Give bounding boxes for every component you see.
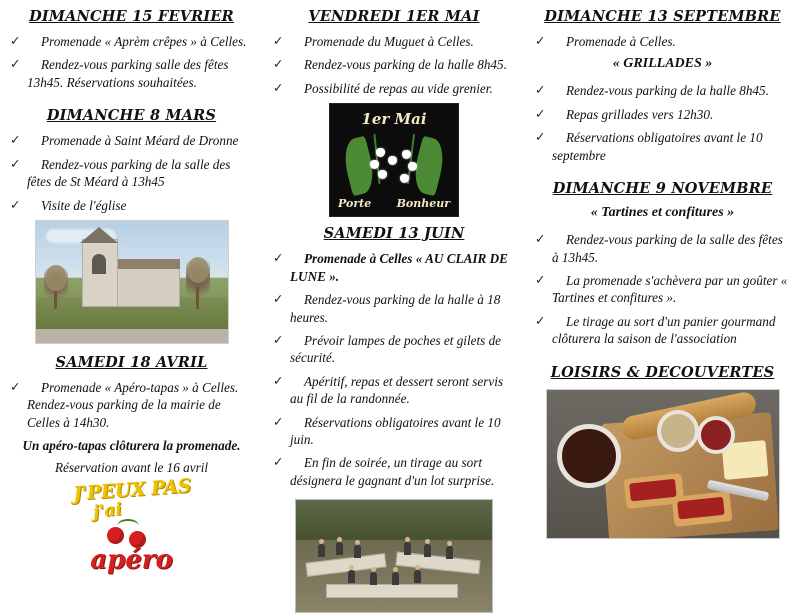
check-icon: ✓	[273, 331, 284, 347]
check-icon: ✓	[535, 312, 546, 328]
person-shape	[424, 544, 431, 557]
list-item-text: Repas grillades vers 12h30.	[566, 106, 714, 122]
list-item	[273, 373, 515, 408]
check-icon: ✓	[273, 33, 284, 48]
list-item-text: Promenade du Muguet à Celles.	[304, 34, 474, 49]
tree-shape	[186, 257, 210, 309]
section-heading-loisirs: LOISIRS & DECOUVERTES	[550, 363, 775, 381]
flower-bell-icon	[378, 170, 387, 179]
list-item	[535, 129, 790, 164]
apero-logo	[57, 474, 207, 589]
check-icon: ✓	[10, 132, 21, 148]
person-shape	[392, 572, 399, 585]
list-item-text: Prévoir lampes de poches et gilets de sécurité.	[290, 332, 502, 366]
list-item-text: La promenade s'achèvera par un goûter « Tartines et confitures ».	[552, 272, 788, 306]
person-shape	[348, 570, 355, 583]
jar-shape	[657, 410, 699, 452]
check-icon: ✓	[10, 33, 21, 48]
church-photo	[35, 220, 229, 344]
list-item-text: Rendez-vous parking de la halle 8h45.	[304, 57, 507, 73]
list-item	[273, 80, 515, 97]
list-item	[535, 231, 790, 266]
list-item	[273, 250, 515, 285]
list-item	[535, 313, 790, 348]
list-item-text: Promenade « Apéro-tapas » à Celles. Rendez-vous parking de la mairie de Celles à 14h30.	[27, 379, 239, 430]
grillades-quote: « GRILLADES »	[612, 56, 713, 72]
road-shape	[36, 329, 228, 343]
muguet-title: 1er Mai	[361, 110, 427, 129]
list-item	[273, 414, 515, 449]
tartines-quote: « Tartines et confitures »	[590, 205, 735, 221]
section-heading-avril: SAMEDI 18 AVRIL	[55, 353, 208, 371]
list-item	[10, 56, 253, 91]
check-icon: ✓	[10, 196, 21, 212]
list-item-text: Rendez-vous parking de la salle des fêtes à 13h45.	[552, 232, 783, 265]
person-shape	[414, 570, 421, 583]
list-item	[273, 332, 515, 367]
muguet-poster	[329, 103, 459, 217]
check-icon: ✓	[273, 372, 284, 388]
check-icon: ✓	[535, 82, 546, 98]
church-spire	[80, 227, 118, 243]
list-item	[535, 33, 790, 50]
list-item	[10, 132, 253, 149]
church-nave	[116, 265, 180, 307]
table-shape	[395, 552, 480, 575]
flower-bell-icon	[376, 148, 385, 157]
list-item-text: Promenade à Celles.	[566, 34, 676, 49]
apero-note-bold: Un apéro-tapas clôturera la promenade.	[22, 438, 241, 454]
list-item	[10, 379, 253, 431]
muguet-word-right: Bonheur	[396, 197, 450, 211]
list-item-text: Réservations obligatoires avant le 10 juin.	[290, 414, 501, 448]
coffee-cup-shape	[557, 424, 621, 488]
jam-toast-shape	[671, 491, 732, 527]
person-shape	[354, 545, 361, 558]
apero-note-reservation: Réservation avant le 16 avril	[54, 460, 209, 476]
check-icon: ✓	[273, 454, 284, 470]
list-item	[535, 82, 790, 99]
check-icon: ✓	[535, 129, 546, 145]
list-item	[10, 197, 253, 214]
person-shape	[446, 546, 453, 559]
list-item-text: Rendez-vous parking de la salle des fêtes de St Méard à 13h45	[27, 156, 231, 190]
list-item	[273, 56, 515, 73]
column-left	[10, 8, 263, 575]
tree-shape	[44, 265, 68, 309]
tartines-photo	[546, 389, 780, 539]
list-item-text: Rendez-vous parking salle des fêtes 13h45. Réservations souhaitées.	[27, 57, 229, 90]
list-item	[273, 33, 515, 50]
section-heading-mars: DIMANCHE 8 MARS	[46, 107, 217, 125]
list-item-text: Possibilité de repas au vide grenier.	[304, 80, 493, 96]
list-item-text: Le tirage au sort d'un panier gourmand clôturera la saison de l'association	[552, 313, 776, 347]
list-item-text: Promenade à Celles « AU CLAIR DE LUNE ».	[290, 251, 508, 284]
list-item-text: Apéritif, repas et dessert seront servis au fil de la randonnée.	[290, 373, 504, 407]
check-icon: ✓	[535, 271, 546, 287]
cherry-icon	[107, 527, 124, 544]
check-icon: ✓	[535, 231, 546, 247]
list-item	[273, 454, 515, 489]
table-shape	[326, 584, 458, 598]
list-item	[10, 33, 253, 50]
column-middle	[263, 8, 525, 568]
church-tower	[82, 239, 118, 307]
list-item	[273, 291, 515, 326]
list-item-text: Rendez-vous parking de la halle 8h45.	[566, 83, 769, 99]
church-nave-roof	[114, 259, 180, 269]
list-item-text: Promenade « Aprèm crêpes » à Celles.	[41, 34, 247, 49]
check-icon: ✓	[273, 250, 284, 266]
banquet-photo	[295, 499, 493, 613]
list-item	[535, 106, 790, 123]
list-item-text: Visite de l'église	[41, 197, 127, 213]
list-item-text: Rendez-vous parking de la halle à 18 heures.	[290, 292, 501, 325]
list-item	[535, 272, 790, 307]
flower-bell-icon	[388, 156, 397, 165]
check-icon: ✓	[535, 105, 546, 121]
list-item-text: Promenade à Saint Méard de Dronne	[41, 133, 239, 149]
list-item-text: En fin de soirée, un tirage au sort désignera le gagnant d'un lot surprise.	[290, 455, 495, 488]
muguet-word-left: Porte	[338, 197, 372, 211]
check-icon: ✓	[273, 79, 284, 95]
person-shape	[336, 542, 343, 555]
person-shape	[404, 542, 411, 555]
check-icon: ✓	[535, 33, 546, 48]
check-icon: ✓	[10, 155, 21, 171]
apero-logo-line2: j'ai	[91, 499, 123, 523]
jam-jar-shape	[697, 416, 735, 454]
list-item-text: Réservations obligatoires avant le 10 septembre	[552, 130, 763, 163]
check-icon: ✓	[273, 413, 284, 429]
section-heading-juin: SAMEDI 13 JUIN	[323, 225, 465, 243]
check-icon: ✓	[10, 56, 21, 72]
list-item	[10, 156, 253, 191]
section-heading-novembre: DIMANCHE 9 NOVEMBRE	[552, 180, 773, 198]
check-icon: ✓	[273, 56, 284, 72]
section-heading-fevrier: DIMANCHE 15 FEVRIER	[29, 8, 234, 25]
check-icon: ✓	[273, 291, 284, 307]
apero-logo-line3: apéro	[90, 544, 173, 575]
section-heading-septembre: DIMANCHE 13 SEPTEMBRE	[544, 8, 781, 25]
check-icon: ✓	[10, 378, 21, 394]
section-heading-mai: VENDREDI 1ER MAI	[308, 8, 480, 25]
person-shape	[318, 544, 325, 557]
apero-logo-line1: J'PEUX PAS	[71, 474, 192, 505]
column-right	[525, 8, 790, 568]
person-shape	[370, 572, 377, 585]
